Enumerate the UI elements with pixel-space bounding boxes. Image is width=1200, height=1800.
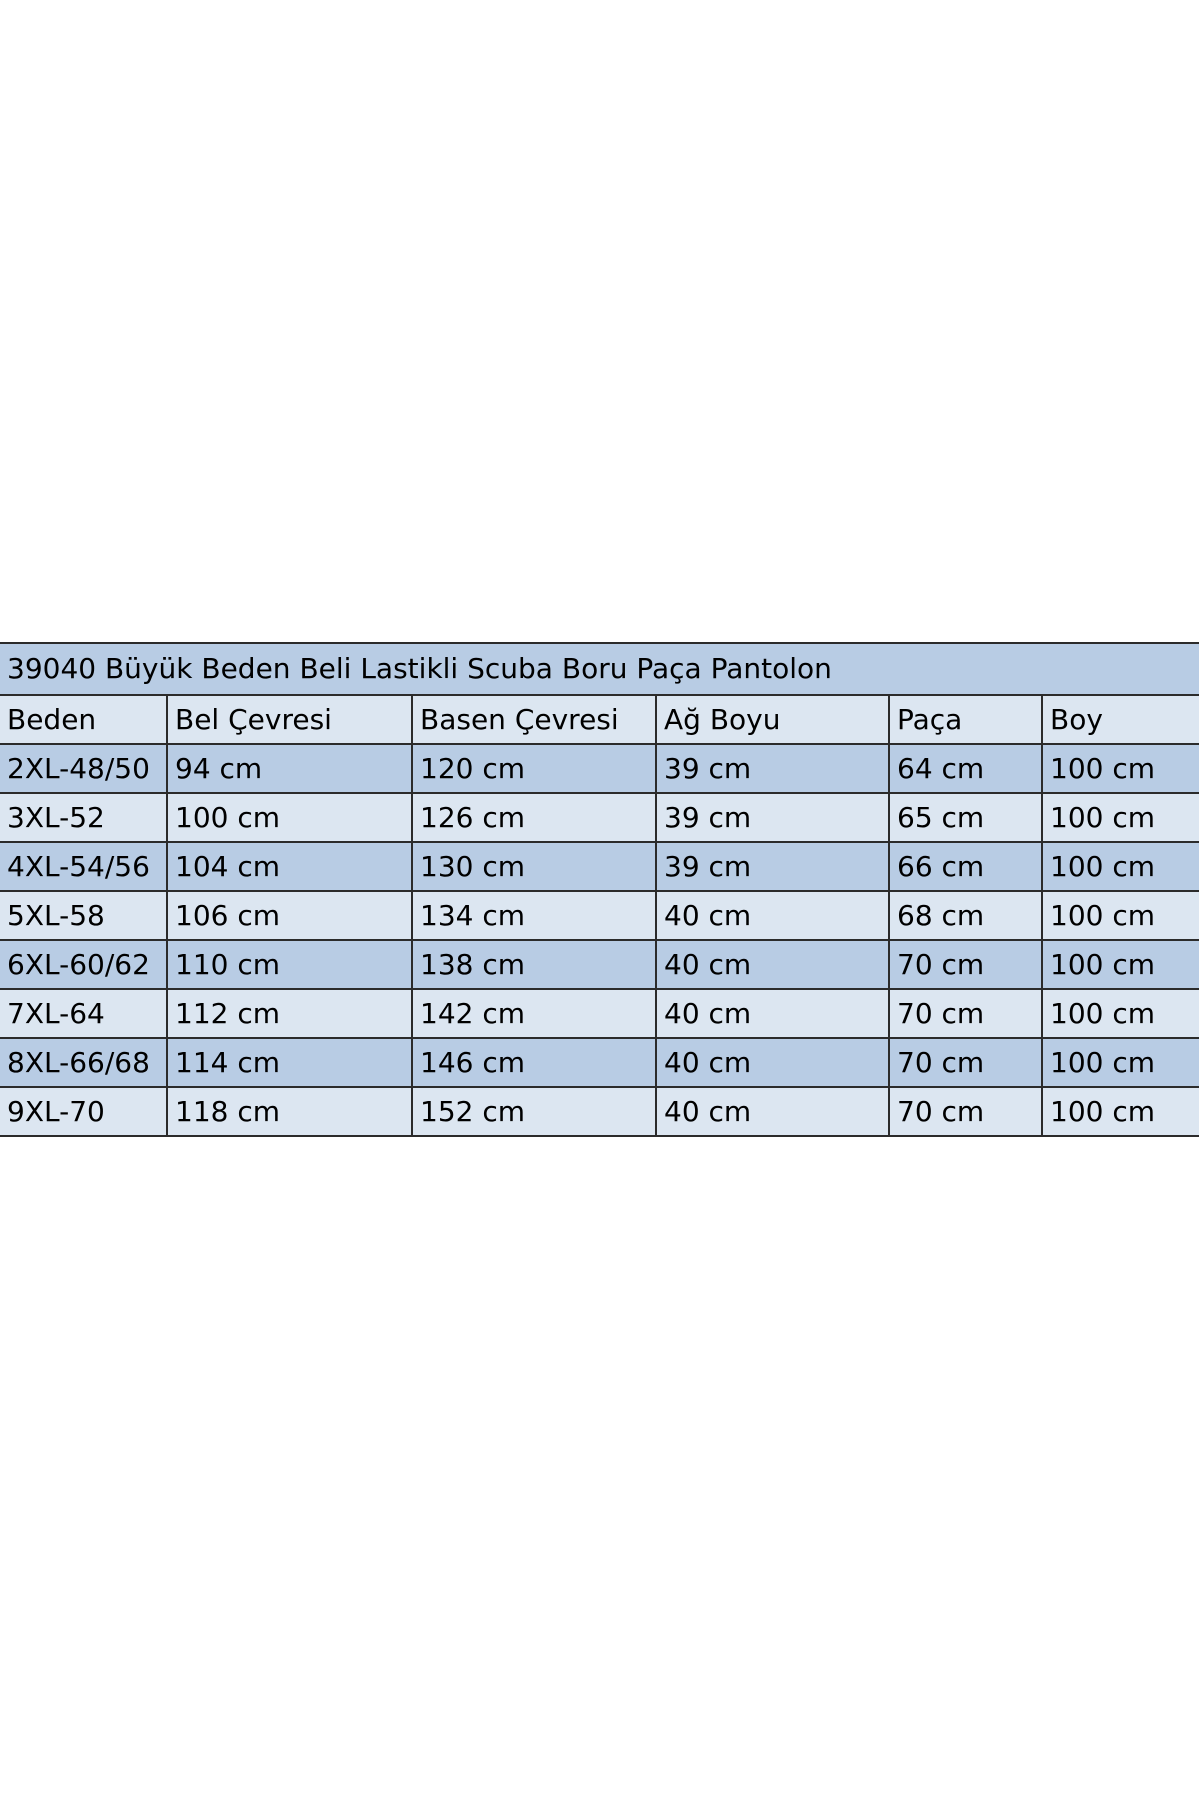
cell-boy: 100 cm [1042,891,1199,940]
cell-boy: 100 cm [1042,842,1199,891]
cell-bel-cevresi: 110 cm [167,940,412,989]
cell-beden: 7XL-64 [0,989,167,1038]
cell-basen-cevresi: 120 cm [412,744,656,793]
column-header-beden: Beden [0,695,167,744]
table-row [0,1087,1199,1136]
column-header-bel-cevresi: Bel Çevresi [167,695,412,744]
table-row [0,891,1199,940]
cell-paca: 70 cm [889,989,1042,1038]
cell-ag-boyu: 40 cm [656,891,889,940]
cell-basen-cevresi: 146 cm [412,1038,656,1087]
cell-beden: 6XL-60/62 [0,940,167,989]
cell-bel-cevresi: 112 cm [167,989,412,1038]
header-row [0,695,1199,744]
cell-basen-cevresi: 138 cm [412,940,656,989]
cell-beden: 8XL-66/68 [0,1038,167,1087]
cell-bel-cevresi: 118 cm [167,1087,412,1136]
table-row [0,744,1199,793]
size-chart-table [0,642,1199,1137]
table-row [0,793,1199,842]
cell-beden: 5XL-58 [0,891,167,940]
cell-bel-cevresi: 114 cm [167,1038,412,1087]
cell-paca: 70 cm [889,940,1042,989]
cell-bel-cevresi: 100 cm [167,793,412,842]
cell-ag-boyu: 40 cm [656,1038,889,1087]
column-header-paca: Paça [889,695,1042,744]
table-row [0,842,1199,891]
table-row [0,1038,1199,1087]
cell-ag-boyu: 39 cm [656,744,889,793]
cell-ag-boyu: 39 cm [656,793,889,842]
cell-ag-boyu: 39 cm [656,842,889,891]
table-title: 39040 Büyük Beden Beli Lastikli Scuba Boru Paça Pantolon [0,643,1199,695]
cell-paca: 70 cm [889,1038,1042,1087]
cell-paca: 66 cm [889,842,1042,891]
size-chart-body [0,643,1199,1136]
cell-beden: 2XL-48/50 [0,744,167,793]
cell-paca: 70 cm [889,1087,1042,1136]
cell-boy: 100 cm [1042,989,1199,1038]
cell-boy: 100 cm [1042,1038,1199,1087]
cell-ag-boyu: 40 cm [656,940,889,989]
cell-boy: 100 cm [1042,744,1199,793]
column-header-basen-cevresi: Basen Çevresi [412,695,656,744]
cell-beden: 3XL-52 [0,793,167,842]
cell-boy: 100 cm [1042,1087,1199,1136]
cell-basen-cevresi: 126 cm [412,793,656,842]
column-header-ag-boyu: Ağ Boyu [656,695,889,744]
cell-beden: 9XL-70 [0,1087,167,1136]
table-row [0,989,1199,1038]
title-row [0,643,1199,695]
cell-ag-boyu: 40 cm [656,1087,889,1136]
cell-boy: 100 cm [1042,940,1199,989]
cell-basen-cevresi: 134 cm [412,891,656,940]
cell-beden: 4XL-54/56 [0,842,167,891]
cell-ag-boyu: 40 cm [656,989,889,1038]
cell-boy: 100 cm [1042,793,1199,842]
cell-bel-cevresi: 94 cm [167,744,412,793]
column-header-boy: Boy [1042,695,1199,744]
cell-basen-cevresi: 152 cm [412,1087,656,1136]
cell-paca: 65 cm [889,793,1042,842]
cell-bel-cevresi: 104 cm [167,842,412,891]
cell-basen-cevresi: 142 cm [412,989,656,1038]
cell-paca: 68 cm [889,891,1042,940]
cell-basen-cevresi: 130 cm [412,842,656,891]
table-row [0,940,1199,989]
cell-paca: 64 cm [889,744,1042,793]
cell-bel-cevresi: 106 cm [167,891,412,940]
